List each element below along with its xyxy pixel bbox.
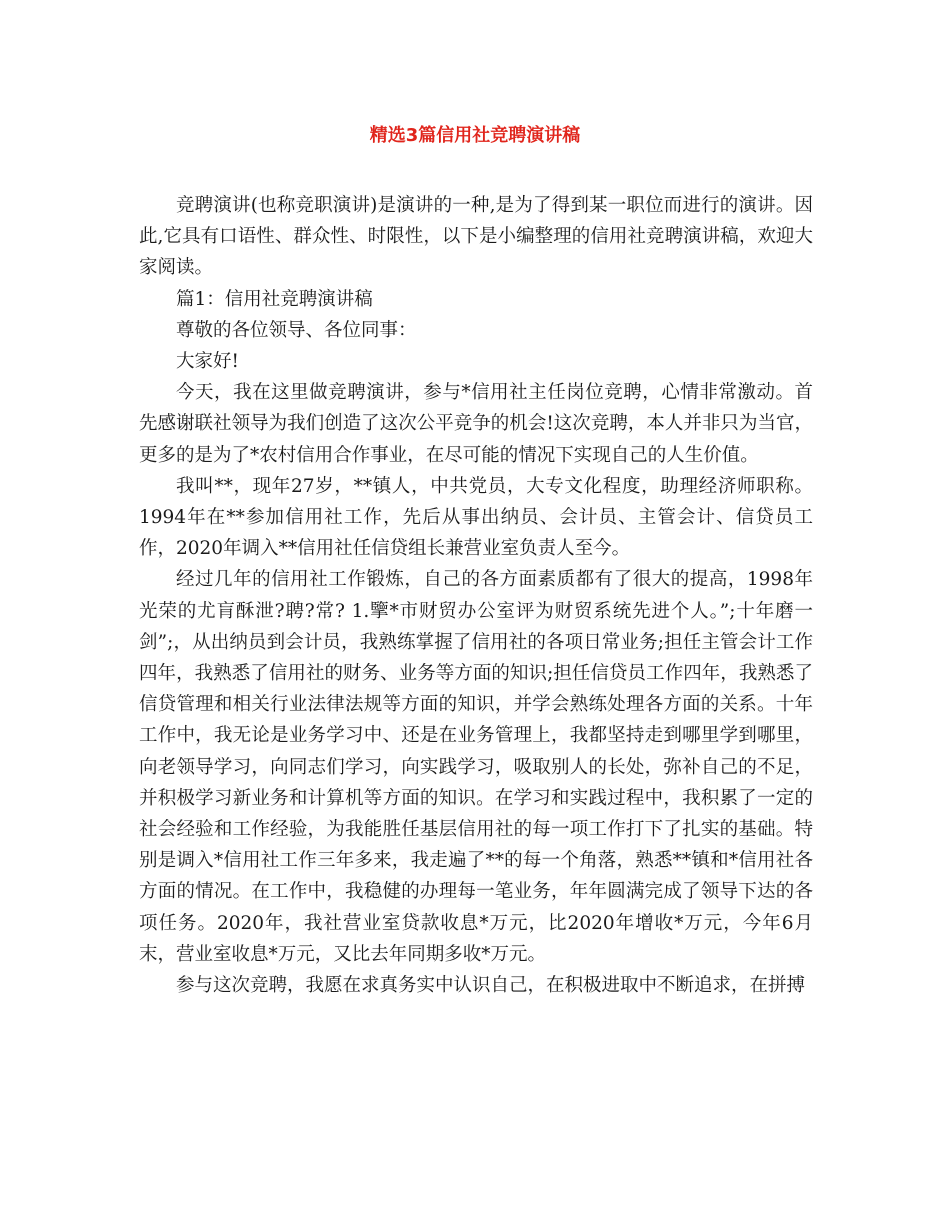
body-paragraph: 我叫**，现年27岁，**镇人，中共党员，大专文化程度，助理经济师职称。1994年在**参加信用社工作，先后从事出纳员、会计员、主管会计、信贷员工作，2020年调入**信用社任信贷组长兼营业室负责人至今。 bbox=[139, 475, 813, 560]
body-paragraph: 参与这次竞聘，我愿在求真务实中认识自己，在积极进取中不断追求，在拼搏 bbox=[176, 975, 806, 997]
document-body bbox=[139, 190, 813, 1001]
body-paragraph: 今天，我在这里做竞聘演讲，参与*信用社主任岗位竞聘，心情非常激动。首先感谢联社领导为我们创造了这次公平竞争的机会!这次竞聘，本人并非只为当官，更多的是为了*农村信用合作事业，在尽可能的情况下实现自己的人生价值。 bbox=[139, 382, 813, 466]
body-paragraph: 经过几年的信用社工作锻炼，自己的各方面素质都有了很大的提高，1998年光荣的尤肓酥泄?聘?常? 1.擥*市财贸办公室评为财贸系统先进个人。”;十年磨一剑”;，从出纳员到会计员，我熟练掌握了信用社的各项日常业务;担任主管会计工作四年，我熟悉了信用社的财务、业务等方面的知识;担任信贷员工作四年，我熟悉了信贷管理和相关行业法律法规等方面的知识，并学会熟练处理各方面的关系。十年工作中，我无论是业务学习中、还是在业务管理上，我都坚持走到哪里学到哪里，向老领导学习，向同志们学习，向实践学习，吸取别人的长处，弥补自己的不足，并积极学习新业务和计算机等方面的知识。在学习和实践过程中，我积累了一定的社会经验和工作经验，为我能胜任基层信用社的每一项工作打下了扎实的基础。特别是调入*信用社工作三年多来，我走遍了**的每一个角落，熟悉**镇和*信用社各方面的情况。在工作中，我稳健的办理每一笔业务，年年圆满完成了领导下达的各项任务。2020年，我社营业室贷款收息*万元，比2020年增收*万元，今年6月末，营业室收息*万元，又比去年同期多收*万元。 bbox=[139, 569, 813, 965]
salutation: 尊敬的各位领导、各位同事： bbox=[176, 319, 417, 341]
document-title: 精选3篇信用社竞聘演讲稿 bbox=[369, 125, 581, 146]
section-heading: 篇1：信用社竞聘演讲稿 bbox=[176, 288, 373, 310]
intro-paragraph: 竞聘演讲(也称竞职演讲)是演讲的一种,是为了得到某一职位而进行的演讲。因此,它具有口语性、群众性、时限性，以下是小编整理的信用社竞聘演讲稿，欢迎大家阅读。 bbox=[139, 195, 813, 279]
greeting: 大家好! bbox=[176, 351, 239, 373]
